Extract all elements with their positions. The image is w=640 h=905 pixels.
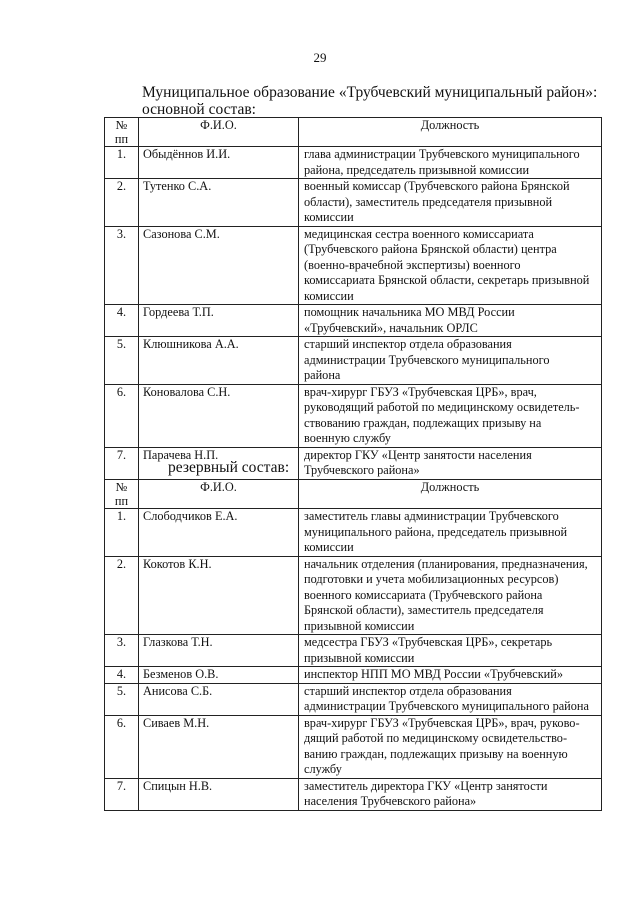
table-row: [105, 683, 602, 715]
person-position: [299, 147, 602, 179]
position-line: призывной комиссии: [304, 650, 415, 665]
person-position: [299, 226, 602, 305]
row-number: 3.: [105, 635, 139, 667]
table-row: [105, 337, 602, 385]
person-name: Слободчиков Е.А.: [139, 509, 299, 557]
position-line: «Трубчевский», начальник ОРЛС: [304, 320, 478, 335]
row-number: 1.: [105, 147, 139, 179]
position-line: медсестра ГБУЗ «Трубчевская ЦРБ», секретарь: [304, 635, 553, 649]
row-number: 5.: [105, 337, 139, 385]
person-position: [299, 683, 602, 715]
position-line: комиссии: [304, 210, 354, 224]
position-line: района: [304, 368, 341, 382]
position-line: врач-хирург ГБУЗ «Трубчевская ЦРБ», врач,: [304, 384, 537, 399]
column-header-position: Должность: [299, 118, 602, 147]
position-line: комиссариата Брянской области, секретарь призывной: [304, 273, 590, 287]
position-line: помощник начальника МО МВД России: [304, 305, 515, 319]
position-line: дящий работой по медицинскому освидетельство-: [304, 731, 568, 745]
person-name: Парачева Н.П.: [139, 447, 299, 479]
position-line: военный комиссар (Трубчевского района Брянской: [304, 179, 570, 193]
person-name: Кокотов К.Н.: [139, 556, 299, 635]
table-row: [105, 778, 602, 810]
section-heading: [142, 84, 612, 118]
table-row: [105, 635, 602, 667]
main-composition-table: [104, 117, 602, 480]
position-line: района, председатель призывной комиссии: [304, 162, 530, 177]
table-row: [105, 305, 602, 337]
table-row: [105, 556, 602, 635]
column-header-number: № пп: [105, 480, 139, 509]
person-position: [299, 384, 602, 447]
heading-municipality: Муниципальное образование «Трубчевский муниципальный район»:: [142, 84, 598, 101]
position-line: (Трубчевского района Брянской области) центра: [304, 242, 557, 256]
position-line: врач-хирург ГБУЗ «Трубчевская ЦРБ», врач, руково-: [304, 715, 580, 730]
person-name: Клюшникова А.А.: [139, 337, 299, 385]
row-number: 7.: [105, 778, 139, 810]
position-line: руководящий работой по медицинскому освидетель-: [304, 400, 580, 414]
table-row: [105, 147, 602, 179]
position-line: глава администрации Трубчевского муниципального: [304, 147, 580, 161]
column-header-name: Ф.И.О.: [139, 480, 299, 509]
position-line: администрации Трубчевского муниципального: [304, 352, 550, 367]
person-position: [299, 715, 602, 778]
table-row: [105, 715, 602, 778]
table-header-row: [105, 118, 602, 147]
position-line: старший инспектор отдела образования: [304, 683, 512, 698]
column-header-number: № пп: [105, 118, 139, 147]
person-name: Обыдённов И.И.: [139, 147, 299, 179]
position-line: муниципального района, председатель призывной: [304, 524, 568, 539]
person-position: [299, 509, 602, 557]
person-name: Тутенко С.А.: [139, 179, 299, 227]
row-number: 6.: [105, 384, 139, 447]
position-line: старший инспектор отдела образования: [304, 337, 512, 351]
person-position: [299, 337, 602, 385]
table-header-row: [105, 480, 602, 509]
position-line: комиссии: [304, 288, 354, 303]
position-line: ствованию граждан, подлежащих призыву на: [304, 415, 542, 430]
table-row: [105, 667, 602, 684]
position-line: (военно-врачебной экспертизы) военного: [304, 257, 521, 272]
table-row: [105, 179, 602, 227]
person-name: Безменов О.В.: [139, 667, 299, 684]
person-position: [299, 179, 602, 227]
position-line: инспектор НПП МО МВД России «Трубчевский»: [304, 667, 563, 681]
position-line: призывной комиссии: [304, 618, 415, 633]
row-number: 2.: [105, 179, 139, 227]
position-line: военную службу: [304, 431, 391, 445]
person-name: Коновалова С.Н.: [139, 384, 299, 447]
heading-main-composition: основной состав:: [142, 101, 256, 118]
person-position: [299, 556, 602, 635]
row-number: 4.: [105, 667, 139, 684]
reserve-composition-table: [104, 479, 602, 811]
person-position: [299, 305, 602, 337]
position-line: Трубчевского района»: [304, 463, 420, 477]
row-number: 3.: [105, 226, 139, 305]
position-line: комиссии: [304, 540, 354, 554]
row-number: 4.: [105, 305, 139, 337]
person-name: Спицын Н.В.: [139, 778, 299, 810]
person-position: [299, 778, 602, 810]
position-line: медицинская сестра военного комиссариата: [304, 226, 534, 241]
position-line: области), заместитель председателя призывной: [304, 194, 553, 209]
position-line: Брянской области), заместитель председателя: [304, 603, 544, 617]
position-line: начальник отделения (планирования, предназначения,: [304, 556, 588, 571]
column-header-position: Должность: [299, 480, 602, 509]
row-number: 6.: [105, 715, 139, 778]
row-number: 1.: [105, 509, 139, 557]
position-line: военного комиссариата (Трубчевского района: [304, 587, 543, 602]
table-row: [105, 384, 602, 447]
person-name: Сазонова С.М.: [139, 226, 299, 305]
person-name: Сиваев М.Н.: [139, 715, 299, 778]
person-name: Анисова С.Б.: [139, 683, 299, 715]
person-name: Гордеева Т.П.: [139, 305, 299, 337]
table-row: [105, 226, 602, 305]
row-number: 2.: [105, 556, 139, 635]
row-number: 7.: [105, 447, 139, 479]
person-name: Глазкова Т.Н.: [139, 635, 299, 667]
page-number: 29: [313, 50, 327, 65]
person-position: [299, 667, 602, 684]
position-line: ванию граждан, подлежащих призыву на военную: [304, 746, 568, 761]
position-line: населения Трубчевского района»: [304, 794, 477, 808]
person-position: [299, 635, 602, 667]
position-line: администрации Трубчевского муниципального района: [304, 699, 589, 713]
position-line: заместитель главы администрации Трубчевского: [304, 509, 559, 523]
heading-reserve-composition: резервный состав:: [168, 459, 290, 476]
table-row: [105, 509, 602, 557]
position-line: службу: [304, 762, 342, 776]
row-number: 5.: [105, 683, 139, 715]
column-header-name: Ф.И.О.: [139, 118, 299, 147]
person-position: [299, 447, 602, 479]
position-line: подготовки и учета мобилизационных ресурсов): [304, 572, 559, 586]
position-line: директор ГКУ «Центр занятости населения: [304, 447, 532, 462]
position-line: заместитель директора ГКУ «Центр занятости: [304, 778, 548, 793]
